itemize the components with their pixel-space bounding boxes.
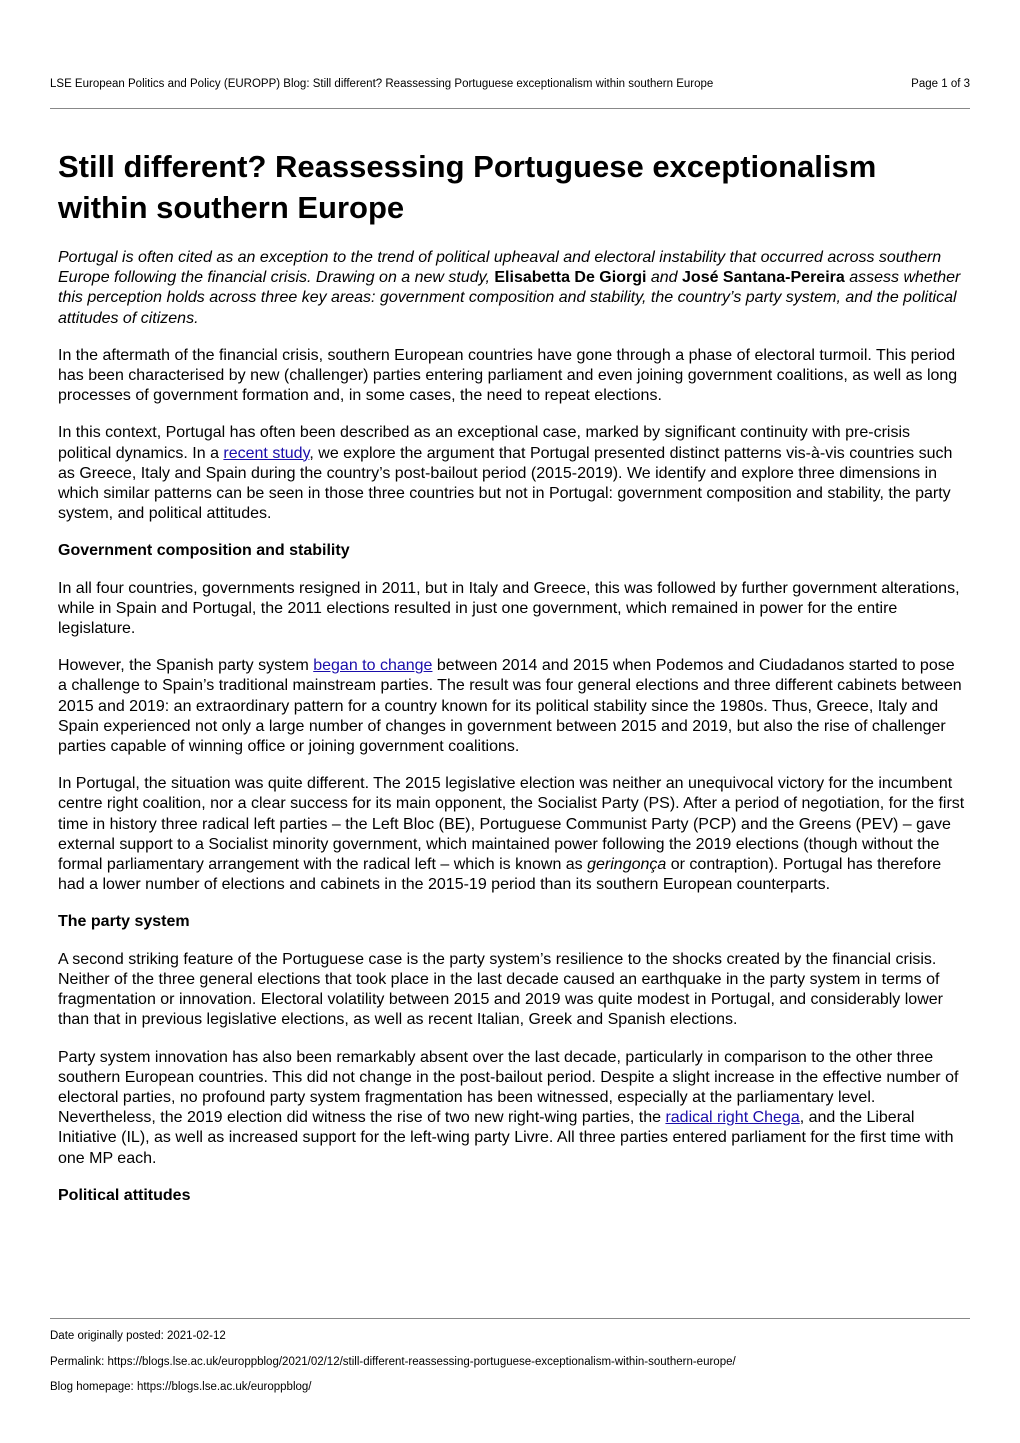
article-intro: Portugal is often cited as an exception to the trend of political upheaval and electoral instability that occurred across southern Europe following the financial crisis. Drawing on a new study, Elisabetta De Giorgi and José Santana-Pereira assess whether this perception holds across three key areas: government composition and stability, the country’s party system, and the political attitudes of citizens. — [58, 249, 961, 327]
began-to-change-link[interactable]: began to change — [313, 657, 433, 675]
author-name: José Santana-Pereira — [682, 269, 845, 287]
paragraph: In this context, Portugal has often been described as an exceptional case, marked by significant continuity with pre-crisis political dynamics. In a recent study, we explore the argument that Portugal presented distinct patterns vis-à-vis countries such as Greece, Italy and Spain during the country’s post-bailout period (2015-2019). We identify and explore three dimensions in which similar patterns can be seen in those three countries but not in Portugal: government composition and stability, the party system, and political attitudes. — [58, 424, 953, 523]
paragraph: Party system innovation has also been remarkably absent over the last decade, particularly in comparison to the other three southern European countries. This did not change in the post-bailout period. Despite a slight increase in the effective number of electoral parties, no profound party system fragmentation has been witnessed, especially at the parliamentary level. Nevertheless, the 2019 election did witness the rise of two new right-wing parties, the radical right Chega, and the Liberal Initiative (IL), as well as increased support for the left-wing party Livre. All three parties entered parliament for the first time with one MP each. — [58, 1048, 959, 1167]
blog-title: LSE European Politics and Policy (EUROPP) Blog: Still different? Reassessing Portuguese exceptionalism within southern Europe — [50, 78, 714, 90]
radical-right-chega-link[interactable]: radical right Chega — [665, 1109, 800, 1127]
article-body — [58, 248, 966, 1223]
blog-homepage: Blog homepage: https://blogs.lse.ac.uk/europpblog/ — [50, 1381, 312, 1393]
paragraph: In Portugal, the situation was quite different. The 2015 legislative election was neither an unequivocal victory for the incumbent centre right coalition, nor a clear success for its main opponent, the Socialist Party (PS). After a period of negotiation, for the first time in history three radical left parties – the Left Bloc (BE), Portuguese Communist Party (PCP) and the Greens (PEV) – gave external support to a Socialist minority government, which maintained power following the 2019 elections (though without the formal parliamentary arrangement with the radical left – which is known as geringonça or contraption). Portugal has therefore had a lower number of elections and cabinets in the 2015-19 period than its southern European counterparts. — [58, 775, 965, 894]
header-divider — [50, 108, 970, 109]
italic-term: geringonça — [587, 856, 667, 874]
date-posted: Date originally posted: 2021-02-12 — [50, 1330, 226, 1342]
page-header — [50, 78, 970, 90]
paragraph: In the aftermath of the financial crisis, southern European countries have gone through a phase of electoral turmoil. This period has been characterised by new (challenger) parties entering parliament and even joining government coalitions, as well as long processes of government formation and, in some cases, the need to repeat elections. — [58, 346, 958, 405]
author-name: Elisabetta De Giorgi — [494, 269, 647, 287]
page-number: Page 1 of 3 — [911, 78, 970, 90]
section-heading: Government composition and stability — [58, 542, 350, 560]
paragraph: However, the Spanish party system began to change between 2014 and 2015 when Podemos and Ciudadanos started to pose a challenge to Spain’s traditional mainstream parties. The result was four general elections and three different cabinets between 2015 and 2019: an extraordinary pattern for a country known for its political stability since the 1980s. Thus, Greece, Italy and Spain experienced not only a large number of changes in government between 2015 and 2019, but also the rise of challenger parties capable of winning office or joining government coalitions. — [58, 657, 962, 756]
recent-study-link[interactable]: recent study — [223, 444, 310, 462]
paragraph: In all four countries, governments resigned in 2011, but in Italy and Greece, this was followed by further government alterations, while in Spain and Portugal, the 2011 elections resulted in just one government, which remained in power for the entire legislature. — [58, 579, 960, 638]
section-heading: The party system — [58, 913, 190, 931]
permalink: Permalink: https://blogs.lse.ac.uk/europpblog/2021/02/12/still-different-reassessing-portuguese-exceptionalism-within-southern-europe/ — [50, 1356, 736, 1368]
footer-divider — [50, 1318, 970, 1319]
article-title: Still different? Reassessing Portuguese exceptionalism within southern Europe — [58, 149, 877, 225]
section-heading: Political attitudes — [58, 1186, 191, 1204]
paragraph: A second striking feature of the Portuguese case is the party system’s resilience to the shocks created by the financial crisis. Neither of the three general elections that took place in the last decade caused an earthquake in the party system in terms of fragmentation or innovation. Electoral volatility between 2015 and 2019 was quite modest in Portugal, and considerably lower than that in previous legislative elections, as well as recent Italian, Greek and Spanish elections. — [58, 950, 943, 1029]
